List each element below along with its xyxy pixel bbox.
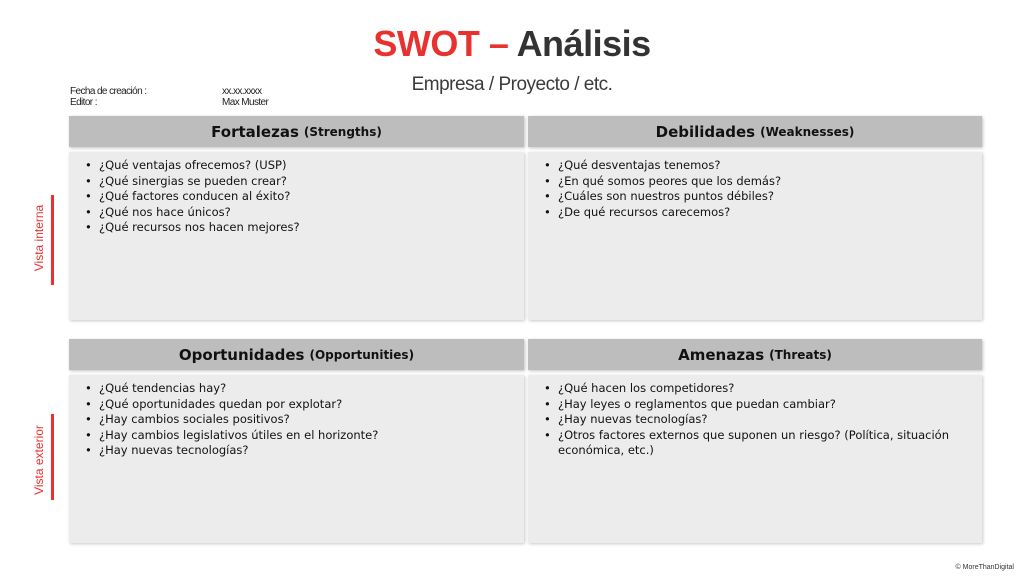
weaknesses-header (528, 116, 982, 147)
list-item: • ¿Qué factores conducen al éxito? (85, 189, 510, 205)
threats-header (528, 339, 982, 370)
page-subtitle: Empresa / Proyecto / etc. (411, 74, 613, 95)
opportunities-subtitle: (Opportunities) (309, 347, 415, 362)
meta-editor-label: Editor : (70, 97, 97, 108)
side-bar-internal (51, 195, 54, 285)
title-main: Análisis (516, 23, 651, 64)
meta-date-value: xx.xx.xxxx (222, 86, 262, 97)
weaknesses-list (544, 158, 968, 220)
list-item: • ¿Cuáles son nuestros puntos débiles? (544, 189, 968, 205)
list-item: • ¿Qué tendencias hay? (85, 381, 510, 397)
list-item: • ¿Qué recursos nos hacen mejores? (85, 220, 510, 236)
strengths-body (69, 152, 524, 320)
title-accent: SWOT – (373, 23, 509, 64)
meta-block (70, 86, 268, 108)
opportunities-header (69, 339, 524, 370)
meta-editor-row (70, 97, 268, 108)
weaknesses-body (528, 152, 982, 320)
side-label-external: Vista exterior (32, 425, 46, 495)
weaknesses-title: Debilidades (655, 122, 756, 141)
meta-editor-value: Max Muster (222, 97, 269, 108)
list-item: • ¿Qué desventajas tenemos? (544, 158, 968, 174)
threats-title: Amenazas (678, 345, 765, 364)
list-item: • ¿Qué oportunidades quedan por explotar? (85, 397, 510, 413)
side-label-internal: Vista interna (32, 204, 46, 272)
list-item: • ¿Qué sinergias se pueden crear? (85, 174, 510, 190)
threats-subtitle: (Threats) (769, 347, 832, 362)
opportunities-title: Oportunidades (178, 345, 305, 364)
list-item: • ¿En qué somos peores que los demás? (544, 174, 968, 190)
list-item: • ¿Hay cambios legislativos útiles en el horizonte? (85, 428, 510, 444)
threats-list (544, 381, 968, 459)
list-item: • ¿Qué nos hace únicos? (85, 205, 510, 221)
strengths-header (69, 116, 524, 147)
strengths-subtitle: (Strengths) (303, 124, 382, 139)
strengths-title: Fortalezas (211, 122, 299, 141)
list-item: • ¿Hay cambios sociales positivos? (85, 412, 510, 428)
list-item: • ¿Otros factores externos que suponen un riesgo? (Política, situación económica, etc.) (544, 428, 968, 459)
weaknesses-subtitle: (Weaknesses) (760, 124, 855, 139)
opportunities-list (85, 381, 510, 459)
threats-body (528, 375, 982, 543)
list-item: • ¿Hay nuevas tecnologías? (85, 443, 510, 459)
copyright-credit: © MoreThanDigital (955, 564, 1014, 571)
meta-date-label: Fecha de creación : (70, 86, 147, 97)
list-item: • ¿Hay leyes o reglamentos que puedan cambiar? (544, 397, 968, 413)
list-item: • ¿De qué recursos carecemos? (544, 205, 968, 221)
list-item: • ¿Qué ventajas ofrecemos? (USP) (85, 158, 510, 174)
list-item: • ¿Qué hacen los competidores? (544, 381, 968, 397)
side-bar-external (51, 414, 54, 500)
strengths-list (85, 158, 510, 236)
opportunities-body (69, 375, 524, 543)
meta-date-row (70, 86, 268, 97)
list-item: • ¿Hay nuevas tecnologías? (544, 412, 968, 428)
page-title (0, 22, 1024, 66)
